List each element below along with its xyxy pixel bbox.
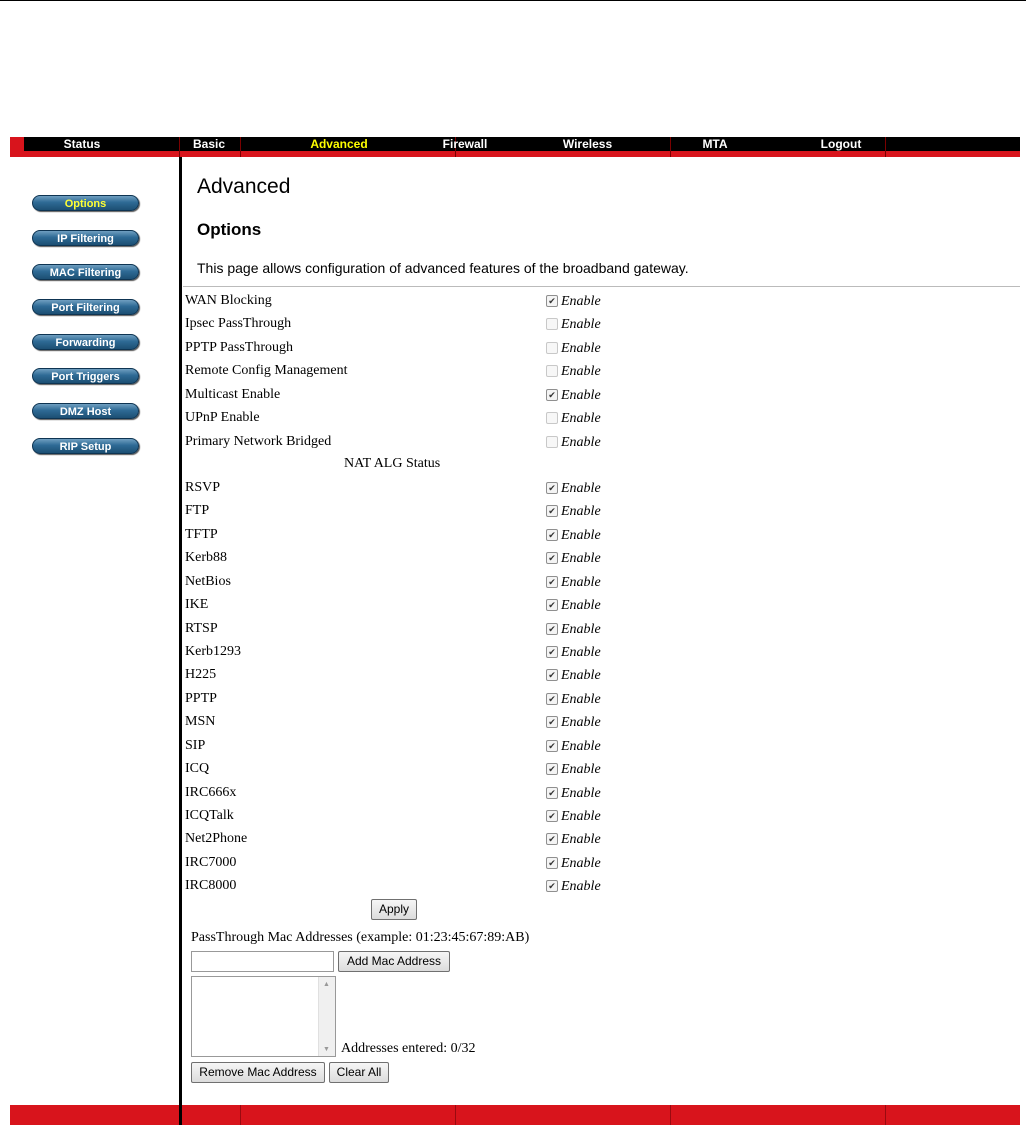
bottom-bar-separator <box>240 1105 241 1125</box>
nat-alg-label: IKE <box>185 597 209 613</box>
option-label: Primary Network Bridged <box>185 433 332 449</box>
option-checkbox[interactable] <box>546 342 558 354</box>
nav-separator <box>240 137 241 157</box>
nat-alg-row <box>185 784 615 806</box>
nat-alg-enable-label: Enable <box>561 879 601 895</box>
nat-alg-checkbox[interactable] <box>546 810 558 822</box>
header-divider <box>183 286 1020 287</box>
option-row <box>185 339 615 361</box>
checkmark-icon: ✔ <box>548 623 556 634</box>
option-enable-label: Enable <box>561 387 601 403</box>
nav-mta[interactable]: MTA <box>702 137 728 151</box>
sidebar-item-mac-filtering[interactable]: MAC Filtering <box>32 264 139 280</box>
page-description: This page allows configuration of advanced features of the broadband gateway. <box>197 260 689 276</box>
nat-alg-enable-label: Enable <box>561 574 601 590</box>
bottom-bar-divider <box>179 1105 182 1125</box>
scroll-up-icon[interactable]: ▲ <box>323 980 330 988</box>
nat-alg-enable-label: Enable <box>561 668 601 684</box>
top-navigation <box>10 137 1020 157</box>
nat-alg-checkbox[interactable] <box>546 529 558 541</box>
nat-alg-checkbox[interactable] <box>546 482 558 494</box>
nav-basic[interactable]: Basic <box>192 137 226 151</box>
section-title: Options <box>197 220 262 239</box>
option-enable-label: Enable <box>561 294 601 309</box>
option-checkbox[interactable] <box>546 412 558 424</box>
checkmark-icon: ✔ <box>548 764 556 775</box>
checkmark-icon: ✔ <box>548 483 556 493</box>
nav-advanced[interactable]: Advanced <box>310 137 368 151</box>
checkmark-icon: ✔ <box>548 717 556 728</box>
nav-separator <box>179 137 180 157</box>
nat-alg-checkbox[interactable] <box>546 669 558 681</box>
nat-alg-row <box>185 666 615 688</box>
option-checkbox[interactable] <box>546 295 558 307</box>
option-label: UPnP Enable <box>185 410 260 426</box>
nat-alg-enable-label: Enable <box>561 481 601 496</box>
apply-button[interactable]: Apply <box>371 899 417 920</box>
option-label: WAN Blocking <box>185 293 272 308</box>
nat-alg-row <box>185 760 615 782</box>
nat-alg-enable-label: Enable <box>561 598 601 614</box>
option-label: Ipsec PassThrough <box>185 316 292 332</box>
checkmark-icon: ✔ <box>548 670 556 681</box>
nat-alg-label: IRC666x <box>185 784 237 800</box>
nat-alg-label: ICQ <box>185 761 210 777</box>
option-row <box>185 292 615 314</box>
nat-alg-label: RSVP <box>185 480 221 495</box>
nat-alg-row <box>185 502 615 524</box>
nat-alg-checkbox[interactable] <box>546 599 558 611</box>
nat-alg-enable-label: Enable <box>561 832 601 848</box>
checkmark-icon: ✔ <box>548 389 556 400</box>
nat-alg-row <box>185 643 615 665</box>
nat-alg-enable-label: Enable <box>561 691 601 707</box>
nat-alg-enable-label: Enable <box>561 551 601 567</box>
nat-alg-row <box>185 549 615 571</box>
nav-firewall[interactable]: Firewall <box>442 137 488 151</box>
checkmark-icon: ✔ <box>548 693 556 704</box>
nav-status[interactable]: Status <box>63 137 101 151</box>
nat-alg-row <box>185 877 615 899</box>
page-title: Advanced <box>197 175 291 198</box>
option-checkbox[interactable] <box>546 389 558 401</box>
nat-alg-checkbox[interactable] <box>546 763 558 775</box>
nat-alg-row <box>185 596 615 618</box>
nat-alg-label: NetBios <box>185 573 231 589</box>
checkmark-icon: ✔ <box>548 811 556 822</box>
checkmark-icon: ✔ <box>548 834 556 845</box>
nat-alg-label: Kerb1293 <box>185 644 241 659</box>
nat-alg-checkbox[interactable] <box>546 623 558 635</box>
option-enable-label: Enable <box>561 434 601 450</box>
nat-alg-checkbox[interactable] <box>546 740 558 752</box>
nav-logout[interactable]: Logout <box>820 137 862 151</box>
nat-alg-row <box>185 737 615 759</box>
nat-alg-checkbox[interactable] <box>546 833 558 845</box>
option-row <box>185 433 615 455</box>
option-checkbox[interactable] <box>546 436 558 448</box>
nat-alg-row <box>185 620 615 642</box>
option-row <box>185 386 615 408</box>
checkmark-icon: ✔ <box>548 787 556 798</box>
remove-mac-address-button[interactable]: Remove Mac Address <box>191 1062 325 1083</box>
nat-alg-checkbox[interactable] <box>546 880 558 892</box>
option-enable-label: Enable <box>561 317 601 333</box>
bottom-bar <box>10 1105 1020 1125</box>
nat-alg-row <box>185 807 615 829</box>
nat-alg-label: SIP <box>185 737 206 753</box>
nat-alg-checkbox[interactable] <box>546 552 558 564</box>
option-enable-label: Enable <box>561 364 601 380</box>
nat-alg-header: NAT ALG Status <box>344 456 441 471</box>
nat-alg-checkbox[interactable] <box>546 576 558 588</box>
nat-alg-enable-label: Enable <box>561 621 601 637</box>
nav-red-strip <box>10 150 1020 157</box>
bottom-bar-separator <box>885 1105 886 1125</box>
nat-alg-row <box>185 526 615 548</box>
nat-alg-checkbox[interactable] <box>546 646 558 658</box>
addresses-entered-count: Addresses entered: 0/32 <box>341 1041 476 1056</box>
nat-alg-enable-label: Enable <box>561 809 601 825</box>
sidebar-item-port-triggers[interactable]: Port Triggers <box>32 368 139 384</box>
mac-address-list[interactable] <box>191 976 336 1057</box>
sidebar-item-dmz-host[interactable]: DMZ Host <box>32 403 139 419</box>
option-label: Multicast Enable <box>185 386 281 402</box>
nat-alg-enable-label: Enable <box>561 785 601 801</box>
option-row <box>185 409 615 431</box>
nat-alg-enable-label: Enable <box>561 527 601 543</box>
nat-alg-checkbox[interactable] <box>546 857 558 869</box>
nat-alg-row <box>185 854 615 876</box>
nat-alg-enable-label: Enable <box>561 504 601 520</box>
clear-all-button[interactable]: Clear All <box>329 1062 389 1083</box>
nat-alg-checkbox[interactable] <box>546 505 558 517</box>
checkmark-icon: ✔ <box>548 740 556 751</box>
nav-separator <box>885 137 886 157</box>
checkmark-icon: ✔ <box>548 553 556 564</box>
add-mac-address-button[interactable]: Add Mac Address <box>338 951 450 972</box>
nat-alg-label: ICQTalk <box>185 808 234 824</box>
sidebar-divider <box>179 157 182 1106</box>
sidebar-item-forwarding[interactable]: Forwarding <box>32 334 139 350</box>
nat-alg-enable-label: Enable <box>561 762 601 778</box>
nat-alg-label: TFTP <box>185 526 218 542</box>
nav-red-stub <box>10 137 24 157</box>
option-label: Remote Config Management <box>185 363 348 379</box>
nat-alg-label: FTP <box>185 503 210 519</box>
bottom-bar-separator <box>455 1105 456 1125</box>
sidebar-item-port-filtering[interactable]: Port Filtering <box>32 299 139 315</box>
checkmark-icon: ✔ <box>548 576 556 587</box>
option-checkbox[interactable] <box>546 365 558 377</box>
nat-alg-checkbox[interactable] <box>546 787 558 799</box>
option-enable-label: Enable <box>561 411 601 427</box>
checkmark-icon: ✔ <box>548 881 556 892</box>
nav-separator <box>670 137 671 157</box>
nat-alg-enable-label: Enable <box>561 715 601 731</box>
nat-alg-label: IRC7000 <box>185 854 237 870</box>
nat-alg-enable-label: Enable <box>561 738 601 754</box>
mac-list-scrollbar[interactable] <box>318 977 335 1056</box>
sidebar-item-rip-setup[interactable]: RIP Setup <box>32 438 139 454</box>
checkmark-icon: ✔ <box>548 296 556 306</box>
checkmark-icon: ✔ <box>548 647 556 657</box>
nat-alg-label: MSN <box>185 714 216 730</box>
nat-alg-enable-label: Enable <box>561 855 601 871</box>
nat-alg-label: Net2Phone <box>185 831 248 847</box>
nat-alg-label: IRC8000 <box>185 878 237 894</box>
nat-alg-label: Kerb88 <box>185 550 227 566</box>
nat-alg-checkbox[interactable] <box>546 693 558 705</box>
option-row <box>185 362 615 384</box>
nat-alg-enable-label: Enable <box>561 645 601 660</box>
nat-alg-label: RTSP <box>185 620 218 636</box>
mac-address-label: PassThrough Mac Addresses (example: 01:23:45:67:89:AB) <box>191 930 530 945</box>
checkmark-icon: ✔ <box>548 506 556 517</box>
nat-alg-row <box>185 713 615 735</box>
option-row <box>185 315 615 337</box>
checkmark-icon: ✔ <box>548 600 556 611</box>
checkmark-icon: ✔ <box>548 529 556 540</box>
nat-alg-row <box>185 479 615 501</box>
sidebar-item-options[interactable]: Options <box>32 195 139 211</box>
nat-alg-label: H225 <box>185 667 217 683</box>
scroll-down-icon[interactable]: ▼ <box>323 1045 330 1053</box>
nat-alg-checkbox[interactable] <box>546 716 558 728</box>
nat-alg-row <box>185 690 615 712</box>
nav-wireless[interactable]: Wireless <box>562 137 613 151</box>
sidebar-item-ip-filtering[interactable]: IP Filtering <box>32 230 139 246</box>
option-enable-label: Enable <box>561 340 601 356</box>
nat-alg-label: PPTP <box>185 690 217 706</box>
bottom-bar-separator <box>670 1105 671 1125</box>
nat-alg-row <box>185 573 615 595</box>
option-label: PPTP PassThrough <box>185 339 294 355</box>
checkmark-icon: ✔ <box>548 857 556 868</box>
mac-address-input[interactable] <box>191 951 334 972</box>
top-border-line <box>0 0 1026 1</box>
option-checkbox[interactable] <box>546 318 558 330</box>
nat-alg-row <box>185 830 615 852</box>
